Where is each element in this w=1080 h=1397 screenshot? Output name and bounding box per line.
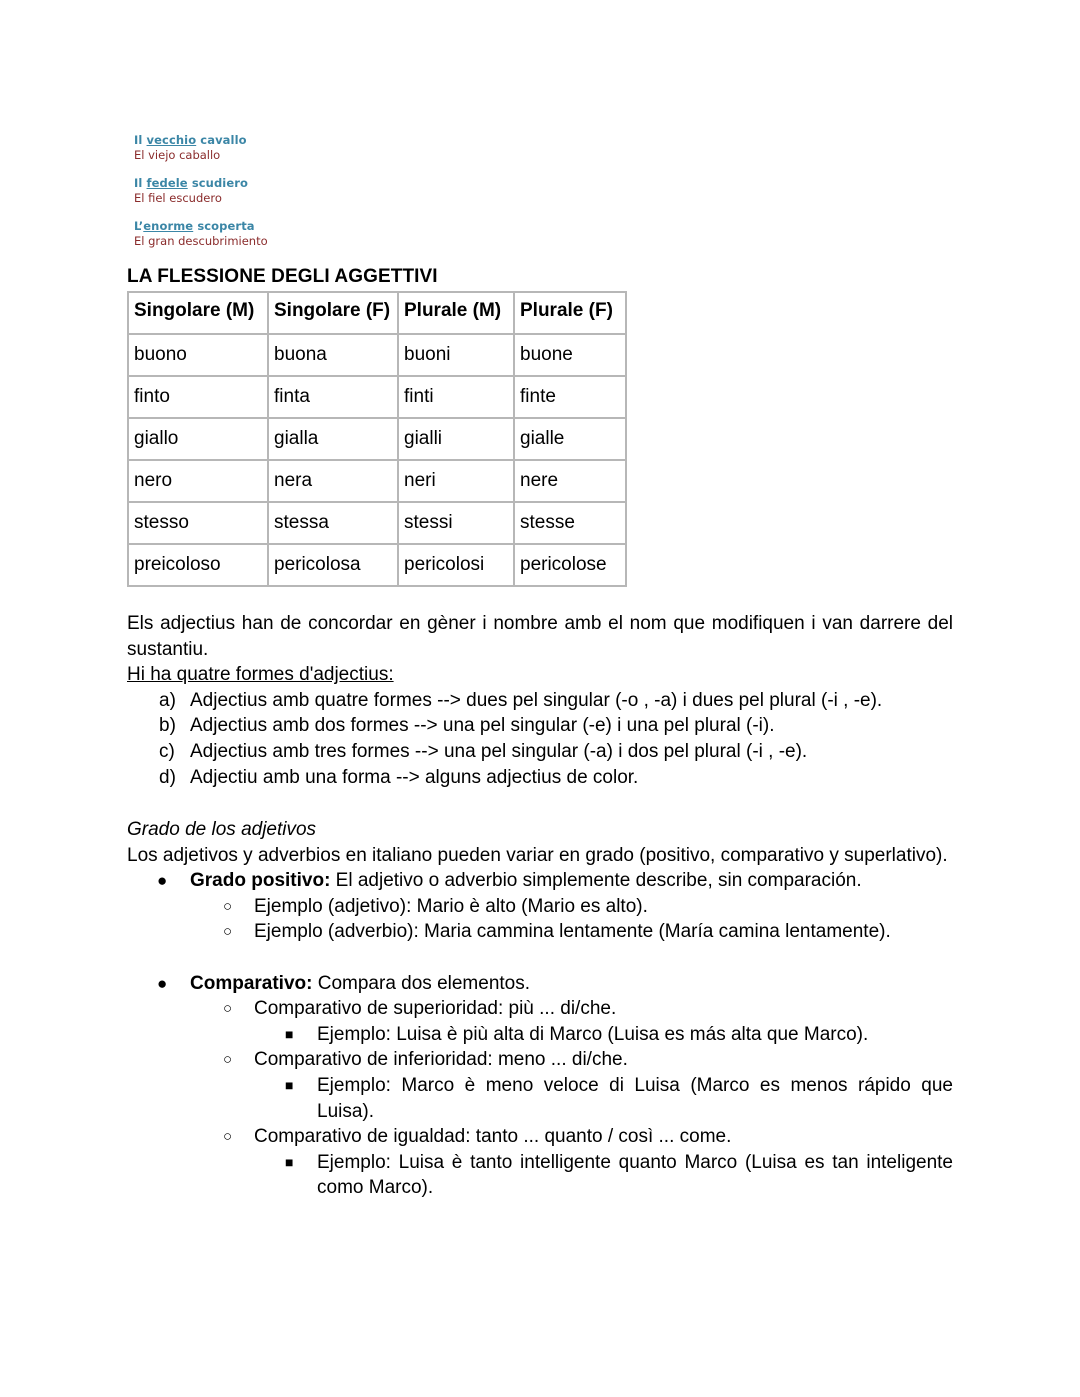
table-cell: preicoloso — [128, 544, 268, 586]
italian-phrase — [134, 176, 268, 191]
list-item-text: Adjectius amb dos formes --> una pel singular (-e) i una pel plural (-i). — [190, 715, 775, 737]
table-cell: finto — [128, 376, 268, 418]
list-item — [127, 996, 953, 1022]
list-item — [127, 765, 953, 791]
bullet-disc: ● — [157, 871, 168, 891]
table-row — [128, 544, 626, 586]
table-cell: nera — [268, 460, 398, 502]
list-marker: d) — [159, 766, 176, 788]
bullet-square: ■ — [285, 1153, 294, 1170]
table-cell: pericolosa — [268, 544, 398, 586]
italian-phrase — [134, 133, 268, 148]
example-3 — [134, 219, 268, 249]
article: Il — [134, 133, 147, 147]
table-cell: finti — [398, 376, 514, 418]
list-item-text: Adjectiu amb una forma --> alguns adjectius de color. — [190, 766, 639, 788]
spacer — [127, 945, 953, 971]
forms-list — [127, 688, 953, 790]
bullet-circle: ○ — [223, 1051, 233, 1069]
example-text: Ejemplo: Marco è meno veloce di Luisa (Marco es menos rápido que Luisa). — [317, 1074, 953, 1122]
table-cell: stessi — [398, 502, 514, 544]
table-cell: pericolosi — [398, 544, 514, 586]
list-item — [127, 1022, 953, 1048]
noun: scudiero — [187, 176, 249, 190]
table-cell: buono — [128, 334, 268, 376]
degree-intro: Los adjetivos y adverbios en italiano pueden variar en grado (positivo, comparativo y superlativo). — [127, 844, 948, 866]
header-cell: Plurale (F) — [514, 292, 626, 334]
bullet-circle: ○ — [223, 1000, 233, 1018]
spanish-translation: El viejo caballo — [134, 148, 221, 162]
list-item — [127, 688, 953, 714]
table-cell: pericolose — [514, 544, 626, 586]
list-item-text: Adjectius amb quatre formes --> dues pel singular (-o , -a) i dues pel plural (-i , -e). — [190, 689, 883, 711]
italian-phrase — [134, 219, 268, 234]
list-marker: a) — [159, 689, 176, 711]
spanish-translation: El gran descubrimiento — [134, 234, 268, 248]
example-text: Ejemplo: Luisa è più alta di Marco (Luisa es más alta que Marco). — [317, 1023, 869, 1045]
positive-label: Grado positivo: — [190, 870, 331, 892]
comparative-type: Comparativo de igualdad: tanto ... quanto / così ... come. — [254, 1126, 732, 1148]
comparative-type: Comparativo de superioridad: più ... di/che. — [254, 998, 617, 1020]
adjective: vecchio — [146, 133, 197, 147]
list-item — [127, 868, 953, 894]
list-marker: c) — [159, 740, 175, 762]
header-cell: Singolare (M) — [128, 292, 268, 334]
table-row — [128, 418, 626, 460]
bullet-square: ■ — [285, 1025, 294, 1042]
inflection-table — [127, 291, 627, 587]
table-cell: buona — [268, 334, 398, 376]
list-item-text: Adjectius amb tres formes --> una pel singular (-a) i dos pel plural (-i , -e). — [190, 740, 808, 762]
noun: cavallo — [196, 133, 247, 147]
degree-heading: Grado de los adjetivos — [127, 819, 317, 840]
table-cell: finta — [268, 376, 398, 418]
intro-paragraph: Els adjectius han de concordar en gèner i nombre amb el nom que modifiquen i van darrere del sustantiu. — [127, 613, 953, 660]
table-row — [128, 376, 626, 418]
table-cell: gialla — [268, 418, 398, 460]
table-header-row — [128, 292, 626, 334]
bullet-circle: ○ — [223, 897, 233, 915]
spanish-translation: El fiel escudero — [134, 191, 222, 205]
table-cell: stesse — [514, 502, 626, 544]
table-row — [128, 334, 626, 376]
agreement-section — [127, 611, 953, 790]
list-item — [127, 1150, 953, 1201]
example-2 — [134, 176, 268, 206]
comparative-type: Comparativo de inferioridad: meno ... di/che. — [254, 1049, 628, 1071]
table-cell: gialle — [514, 418, 626, 460]
table-cell: finte — [514, 376, 626, 418]
bullet-circle: ○ — [223, 1128, 233, 1146]
table-row — [128, 502, 626, 544]
list-item — [127, 1047, 953, 1073]
table-cell: gialli — [398, 418, 514, 460]
bullet-circle: ○ — [223, 923, 233, 941]
list-marker: b) — [159, 715, 176, 737]
table-cell: nero — [128, 460, 268, 502]
table-cell: buone — [514, 334, 626, 376]
section-title: LA FLESSIONE DEGLI AGGETTIVI — [127, 266, 438, 287]
positive-text: El adjetivo o adverbio simplemente describe, sin comparación. — [330, 870, 862, 892]
table-cell: nere — [514, 460, 626, 502]
example-1 — [134, 133, 268, 163]
list-item — [127, 919, 953, 945]
list-item — [127, 1073, 953, 1124]
comparative-label: Comparativo: — [190, 972, 313, 994]
adjective: enorme — [143, 219, 194, 233]
header-cell: Plurale (M) — [398, 292, 514, 334]
example-text: Ejemplo (adjetivo): Mario è alto (Mario es alto). — [254, 895, 648, 917]
list-item — [127, 713, 953, 739]
example-text: Ejemplo: Luisa è tanto intelligente quanto Marco (Luisa es tan inteligente como Marco). — [317, 1151, 953, 1199]
list-item — [127, 971, 953, 997]
table-row — [128, 460, 626, 502]
bullet-disc: ● — [157, 973, 168, 993]
adjective: fedele — [146, 176, 188, 190]
table-cell: buoni — [398, 334, 514, 376]
table-cell: giallo — [128, 418, 268, 460]
translation-examples — [134, 133, 268, 262]
noun: scoperta — [193, 219, 255, 233]
bullet-square: ■ — [285, 1076, 294, 1093]
list-item — [127, 739, 953, 765]
list-item — [127, 894, 953, 920]
list-item — [127, 1124, 953, 1150]
table-cell: stessa — [268, 502, 398, 544]
table-cell: stesso — [128, 502, 268, 544]
comparative-text: Compara dos elementos. — [312, 972, 531, 994]
header-cell: Singolare (F) — [268, 292, 398, 334]
forms-heading: Hi ha quatre formes d'adjectius: — [127, 664, 394, 686]
article: Il — [134, 176, 147, 190]
table-cell: neri — [398, 460, 514, 502]
example-text: Ejemplo (adverbio): Maria cammina lentamente (María camina lentamente). — [254, 921, 891, 943]
article: L’ — [134, 219, 144, 233]
degree-section — [127, 817, 953, 1201]
